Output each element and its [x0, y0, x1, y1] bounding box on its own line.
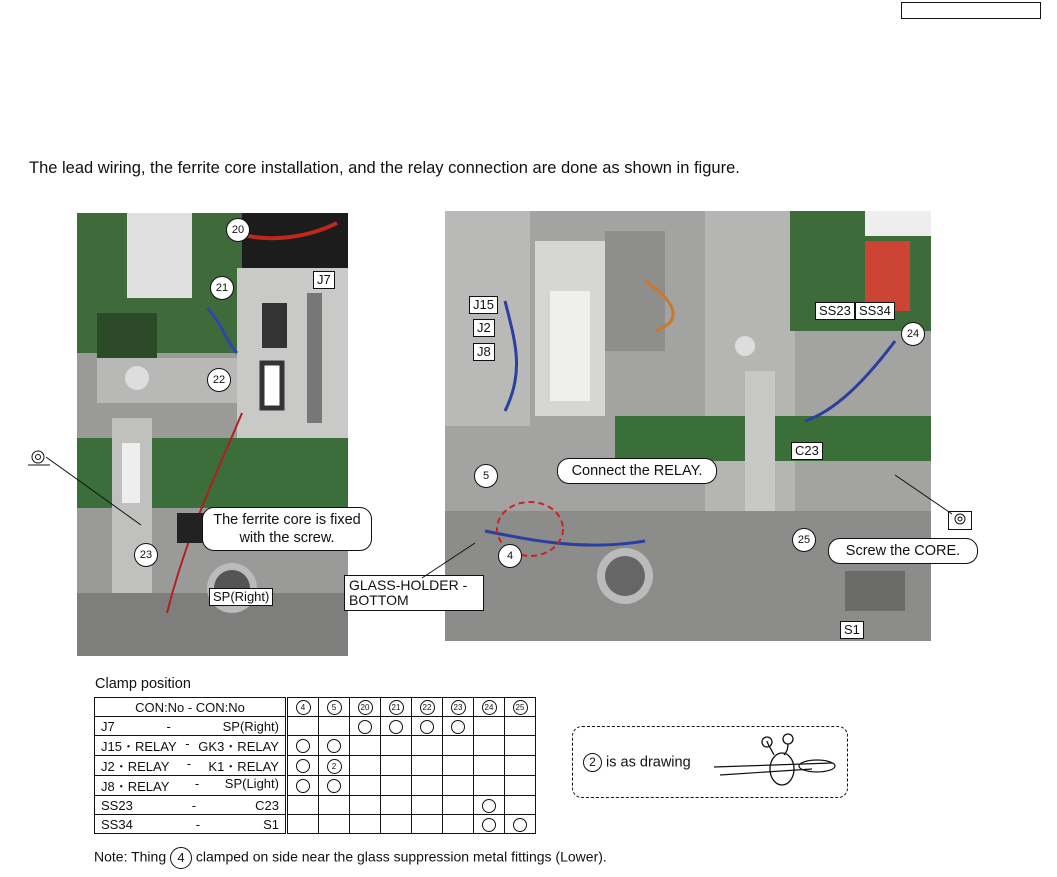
num-21: 21 — [210, 276, 234, 300]
clamp-cell — [350, 756, 381, 776]
clamp-cell — [287, 796, 319, 815]
clamp-cell — [381, 776, 412, 796]
clamp-cell — [505, 815, 536, 834]
clamp-cell — [443, 717, 474, 736]
clamp-cell — [287, 756, 319, 776]
clamp-cell — [443, 736, 474, 756]
clamp-row-right: SP(Light) — [224, 776, 279, 791]
clamp-cell — [350, 776, 381, 796]
clamp-row-right: GK3・RELAY — [198, 739, 279, 754]
clamp-row-left: SS34 — [101, 816, 133, 832]
label-j15: J15 — [469, 296, 498, 314]
num-4: 4 — [498, 544, 522, 568]
note-num: 4 — [170, 847, 192, 869]
clamp-cell — [319, 756, 350, 776]
right-photo — [445, 211, 931, 641]
header-box — [901, 2, 1041, 19]
clamp-cell — [474, 815, 505, 834]
num-25: 25 — [792, 528, 816, 552]
label-ss23: SS23 — [815, 302, 855, 320]
note-suffix: clamped on side near the glass suppression metal fittings (Lower). — [195, 848, 607, 865]
clamp-cell — [412, 736, 443, 756]
clamp-mark-icon — [513, 818, 527, 832]
label-j2: J2 — [473, 319, 495, 337]
clamp-cell — [412, 717, 443, 736]
clamp-row-left: J15・RELAY — [101, 739, 177, 754]
clamp-cell — [319, 776, 350, 796]
clamp-row-right: K1・RELAY — [208, 759, 279, 774]
clamp-title: Clamp position — [95, 676, 191, 692]
clamp-row — [95, 736, 536, 756]
clamp-row-label: SS23 - C23 — [95, 796, 287, 815]
clamp-row — [95, 796, 536, 815]
num-24: 24 — [901, 322, 925, 346]
clamp-cell — [381, 736, 412, 756]
leader-line-left — [46, 455, 146, 530]
clamp-cell — [412, 796, 443, 815]
clamp-cell — [474, 796, 505, 815]
legend-label: is as drawing — [606, 754, 691, 771]
clamp-row-label: SS34 - S1 — [95, 815, 287, 834]
label-c23: C23 — [791, 442, 823, 460]
clamp-cell — [443, 796, 474, 815]
clamp-mark-icon — [482, 818, 496, 832]
clamp-cell — [443, 815, 474, 834]
clamp-mark-icon — [451, 720, 465, 734]
legend-text — [583, 753, 691, 772]
clamp-row — [95, 756, 536, 776]
clamp-cell — [505, 736, 536, 756]
label-j8: J8 — [473, 343, 495, 361]
clamp-cell — [319, 796, 350, 815]
clamp-mark-number: 2 — [327, 759, 342, 774]
clamp-cell — [474, 717, 505, 736]
clamp-col-header: 24 — [474, 698, 505, 717]
clamp-cell — [443, 776, 474, 796]
clamp-mark-icon — [327, 779, 341, 793]
clamp-cell — [381, 796, 412, 815]
clamp-cell — [443, 756, 474, 776]
clamp-header-con: CON:No - CON:No — [95, 698, 287, 717]
clamp-cell — [287, 815, 319, 834]
clamp-cell — [319, 717, 350, 736]
callout-relay: Connect the RELAY. — [557, 458, 717, 484]
glass-holder-leader — [420, 540, 480, 580]
num-20: 20 — [226, 218, 250, 242]
label-j7: J7 — [313, 271, 335, 289]
clamp-row — [95, 776, 536, 796]
callout-core: Screw the CORE. — [828, 538, 978, 564]
num-22: 22 — [207, 368, 231, 392]
clamp-cell — [350, 717, 381, 736]
clamp-row-left: J2・RELAY — [101, 759, 170, 774]
clamp-row-right: C23 — [255, 797, 279, 813]
clamp-col-header: 21 — [381, 698, 412, 717]
clamp-col-header: 5 — [319, 698, 350, 717]
clamp-cell — [412, 776, 443, 796]
callout-ferrite: The ferrite core is fixed with the screw. — [202, 507, 372, 551]
clamp-cell — [381, 756, 412, 776]
label-ss34: SS34 — [855, 302, 895, 320]
clamp-row — [95, 815, 536, 834]
clamp-cell — [474, 756, 505, 776]
clamp-row — [95, 717, 536, 736]
label-sp-right: SP(Right) — [209, 588, 273, 606]
clamp-row-label: J7 - SP(Right) — [95, 717, 287, 736]
clamp-row-left: J7 — [101, 718, 115, 734]
clamp-cell — [350, 736, 381, 756]
clamp-cell — [381, 717, 412, 736]
clamp-row-right: S1 — [263, 816, 279, 832]
note-prefix: Note: Thing — [94, 848, 167, 865]
clamp-col-header: 20 — [350, 698, 381, 717]
clamp-cell — [505, 756, 536, 776]
clamp-cell — [319, 736, 350, 756]
clamp-mark-icon — [420, 720, 434, 734]
clamp-row-right: SP(Right) — [222, 718, 279, 734]
clamp-col-header: 25 — [505, 698, 536, 717]
clamp-row-label: J2・RELAY - K1・RELAY — [95, 756, 287, 776]
clamp-mark-icon — [358, 720, 372, 734]
clamp-row-label: J8・RELAY - SP(Light) — [95, 776, 287, 796]
clamp-row-label: J15・RELAY - GK3・RELAY — [95, 736, 287, 756]
clamp-row-left: J8・RELAY — [101, 779, 170, 794]
clamp-col-header: 4 — [287, 698, 319, 717]
clamp-cell — [287, 776, 319, 796]
intro-text: The lead wiring, the ferrite core installation, and the relay connection are done as shown in figure. — [29, 159, 740, 177]
note-text — [94, 847, 607, 869]
clamp-cell — [412, 756, 443, 776]
clamp-cell — [381, 815, 412, 834]
clamp-mark-icon — [296, 759, 310, 773]
clamp-mark-icon — [482, 799, 496, 813]
clamp-mark-icon — [389, 720, 403, 734]
clamp-cell — [287, 717, 319, 736]
leader-line-right — [890, 470, 960, 520]
clamp-drawing-icon — [712, 733, 840, 791]
num-23: 23 — [134, 543, 158, 567]
num-5: 5 — [474, 464, 498, 488]
clamp-cell — [505, 796, 536, 815]
clamp-cell — [319, 815, 350, 834]
clamp-table — [94, 697, 536, 834]
clamp-cell — [474, 736, 505, 756]
clamp-row-left: SS23 — [101, 797, 133, 813]
legend-mark: 2 — [583, 753, 602, 772]
glass-holder-label: GLASS-HOLDER -BOTTOM — [344, 575, 484, 611]
clamp-mark-icon — [296, 739, 310, 753]
clamp-cell — [350, 815, 381, 834]
clamp-cell — [287, 736, 319, 756]
clamp-cell — [412, 815, 443, 834]
clamp-mark-icon — [296, 779, 310, 793]
clamp-cell — [505, 717, 536, 736]
clamp-cell — [474, 776, 505, 796]
clamp-cell — [350, 796, 381, 815]
clamp-col-header: 23 — [443, 698, 474, 717]
clamp-header-row — [95, 698, 536, 717]
clamp-cell — [505, 776, 536, 796]
clamp-mark-icon — [327, 739, 341, 753]
label-s1: S1 — [840, 621, 864, 639]
clamp-col-header: 22 — [412, 698, 443, 717]
